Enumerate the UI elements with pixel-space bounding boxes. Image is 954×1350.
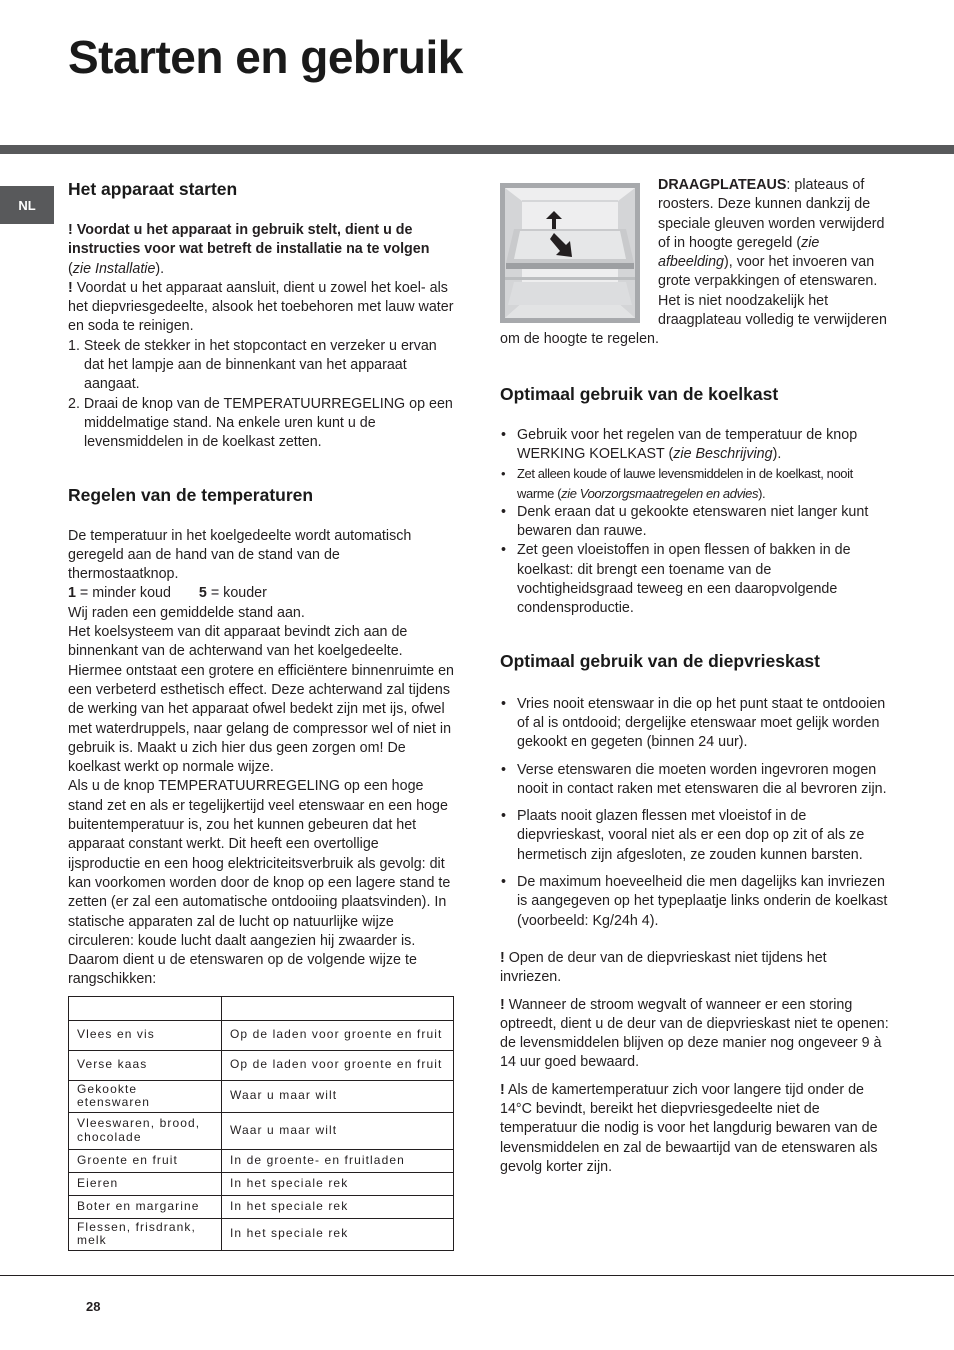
diepvries-tips [500,695,890,931]
koelkast-tips [500,426,890,619]
list-item: • De maximum hoeveelheid die men dagelijks kan invriezen is aangegeven op het typeplaatje links onderin de koelkast (voorbeeld: Kg/24h 4). [500,873,890,931]
draagplateaus-label: DRAAGPLATEAUS [658,177,787,193]
warning-cleaning-text: Voordat u het apparaat aansluit, dient u zowel het koel- als het diepvriesgedeelte, alsook het toebehoren met lauw water en soda te reinigen. [68,279,454,335]
table-row [69,1020,454,1050]
storage-table [68,996,454,1251]
warning-mark: ! [68,279,73,296]
table-cell-food: Verse kaas [69,1050,222,1080]
text-fragment: Zet alleen koude of lauwe levensmiddelen in de koelkast, nooit warme ( [517,466,853,501]
ref-installatie: zie Installatie [72,260,156,277]
text-fragment: : plateaus of roosters. Deze kunnen dankzij de speciale gleuven worden verwijderd of in hoogte geregeld ( [658,177,885,251]
table-cell-food: Flessen, frisdrank, melk [69,1218,222,1250]
note-power [500,996,890,1073]
table-header-cell [222,996,454,1020]
text-fragment: Gebruik voor het regelen van de temperatuur de knop WERKING KOELKAST ( [517,426,858,462]
temp-body: Het koelsysteem van dit apparaat bevindt zich aan de binnenkant van de achterwand van het koelgedeelte. Hiermee ontstaat een grotere en efficiëntere binnenruimte en een verbeterd esthetisch effect. Deze achterwand zal tijdens de werking van het apparaat ofwel bedekt zijn met ijs, ofwel met waterdruppels, naar gelang de compressor wel of niet in gebruik is. Maakt u zich hier dus geen zorgen om! De koelkast werkt op normale wijze. Als u de knop TEMPERATUURREGELING op een hoge stand zet en als er tegelijkertijd veel etenswaar en een hoge buitentemperatuur is, zou het kunnen gebeuren dat het apparaat constant werkt. Dit heeft een overtollige ijsproductie en een hoog elektriciteitsverbruik als gevolg: dit kan voorkomen worden door de knop op een lagere stand te zetten (er zal een automatische ontdooiing plaatsvinden). In statische apparaten zal de lucht op natuurlijke wijze circuleren: koude lucht daalt aangezien hij zwaarder is. Daarom dient u de etenswaren op de volgende wijze te rangschikken: [68,624,454,988]
warning-installation [68,221,454,279]
header-bar [0,145,954,154]
table-row [69,1195,454,1218]
left-column [68,176,454,1251]
footer-rule [0,1275,954,1276]
table-cell-food: Vlees en vis [69,1020,222,1050]
warning-mark: ! [68,222,73,238]
shelf-figure-icon [500,183,640,323]
heading-temperaturen: Regelen van de temperaturen [68,484,314,505]
list-item: • Verse etenswaren die moeten worden ingevroren mogen nooit in contact raken met etenswaren die al bevroren zijn. [500,761,890,800]
table-cell-food: Gekookte etenswaren [69,1080,222,1112]
note-text: Open de deur van de diepvrieskast niet tijdens het invriezen. [500,949,827,986]
warning-cleaning [68,279,454,337]
page-title: Starten en gebruik [68,31,463,83]
temp-advice: Wij raden een gemiddelde stand aan. [68,604,305,621]
table-header-row [69,996,454,1020]
text-fragment: ( [68,260,73,277]
table-row [69,1080,454,1112]
text-fragment: ). [772,445,782,462]
ref-beschrijving: zie Beschrijving [673,445,773,462]
table-cell-place: In het speciale rek [222,1172,454,1195]
list-item: • Denk eraan dat u gekookte etenswaren niet langer kunt bewaren dan rauwe. [500,503,890,542]
ref-afbeelding: zie afbeelding [658,234,820,271]
table-row [69,1172,454,1195]
heading-diepvrieskast: Optimaal gebruik van de diepvrieskast [500,650,820,671]
scale-max-text: = kouder [206,585,267,602]
text-fragment: ). [758,485,766,501]
warning-mark: ! [500,949,505,966]
language-tab: NL [0,186,54,224]
table-cell-food: Boter en margarine [69,1195,222,1218]
step-item: 2. Draai de knop van de TEMPERATUURREGELING op een middelmatige stand. Na enkele uren kunt u de levensmiddelen in de koelkast zetten. [68,395,453,451]
text-fragment: ), voor het invoeren van grote verpakkingen of etenswaren. Het is niet noodzakelijk het draagplateau volledig te verwijderen om de hoogte te regelen. [500,254,887,348]
scale-min-number: 1 [68,585,76,602]
table-row [69,1050,454,1080]
table-row [69,1149,454,1172]
scale-max-number: 5 [198,585,207,602]
list-item: • Vries nooit etenswaar in die op het punt staat te ontdooien of al is ontdooid; dergelijke etenswaar moet gelijk worden gekookt en gegeten (binnen 24 uur). [500,695,890,753]
table-cell-place: Op de laden voor groente en fruit [222,1050,454,1080]
table-cell-place: Op de laden voor groente en fruit [222,1020,454,1050]
heading-koelkast: Optimaal gebruik van de koelkast [500,383,779,404]
table-cell-food: Vleeswaren, brood, chocolade [69,1112,222,1149]
table-cell-place: In het speciale rek [222,1218,454,1250]
list-item: • Zet geen vloeistoffen in open flessen of bakken in de koelkast: dit brengt een toename van de vochtigheidsgraad teweeg en een daaropvolgende condensproductie. [500,541,890,618]
temp-scale [68,584,454,603]
table-header-cell [69,996,222,1020]
temp-intro: De temperatuur in het koelgedeelte wordt automatisch geregeld aan de hand van de stand van de thermostaatknop. [68,527,412,583]
warning-mark: ! [500,1081,505,1098]
table-cell-place: Waar u maar wilt [222,1080,454,1112]
ref-voorzorgsmaatregelen: zie Voorzorgsmaatregelen en advies [561,485,759,501]
list-item [500,464,890,503]
note-door [500,949,890,988]
list-item [500,426,890,465]
heading-apparaat-starten: Het apparaat starten [68,179,238,199]
page-number: 28 [86,1299,101,1314]
warning-mark: ! [500,996,505,1013]
table-cell-place: In de groente- en fruitladen [222,1149,454,1172]
warning-installation-text: Voordat u het apparaat in gebruik stelt, dient u de instructies voor wat betreft de installatie na te volgen [68,222,430,258]
table-row [69,1218,454,1250]
note-text: Wanneer de stroom wegvalt of wanneer er een storing optreedt, dient u de deur van de diepvrieskast niet te openen: de levensmiddelen blijven op deze manier nog ongeveer 9 à 14 uur goed bewaard. [500,996,889,1071]
table-cell-place: Waar u maar wilt [222,1112,454,1149]
table-cell-place: In het speciale rek [222,1195,454,1218]
scale-min-text: = minder koud [75,585,171,602]
note-temperature [500,1081,890,1177]
table-cell-food: Eieren [69,1172,222,1195]
right-column [500,176,890,1177]
shelf-illustration [500,183,640,323]
step-item: 1. Steek de stekker in het stopcontact en verzeker u ervan dat het lampje aan de binnenkant van het apparaat aangaat. [68,337,437,393]
table-cell-food: Groente en fruit [69,1149,222,1172]
note-text: Als de kamertemperatuur zich voor langere tijd onder de 14°C bevindt, bereikt het diepvriesgedeelte niet de temperatuur die nodig is voor het langdurig bewaren van de levensmiddelen en zal de bewaartijd van de etenswaren als gevolg korter zijn. [500,1081,878,1175]
table-row [69,1112,454,1149]
start-steps [68,337,454,453]
text-fragment: ). [155,260,165,277]
list-item: • Plaats nooit glazen flessen met vloeistof in de diepvrieskast, vooral niet als er een dop op zit of als ze hermetisch zijn afgesloten, ze zouden kunnen barsten. [500,807,890,865]
